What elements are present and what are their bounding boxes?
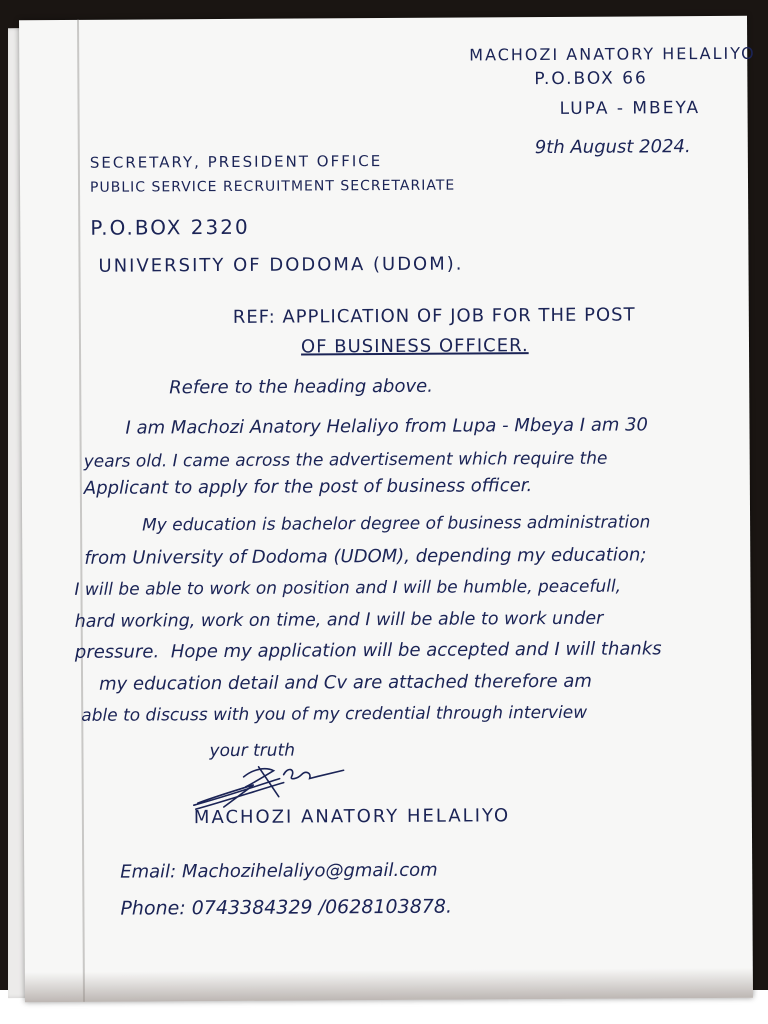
- sender-name: MACHOZI ANATORY HELALIYO: [469, 43, 756, 65]
- letter-date: 9th August 2024.: [534, 136, 691, 159]
- reference-line-1: REF: APPLICATION OF JOB FOR THE POST: [232, 304, 636, 328]
- sender-town: LUPA - MBEYA: [559, 98, 701, 119]
- recipient-department: PUBLIC SERVICE RECRUITMENT SECRETARIATE: [89, 177, 456, 196]
- body-line: pressure.: [74, 641, 160, 663]
- body-line: hard working, work on time, and I will be able to work under: [74, 608, 604, 632]
- closing-line: your truth: [209, 740, 296, 762]
- body-line: Applicant to apply for the post of business officer.: [83, 475, 533, 499]
- body-line: I am Machozi Anatory Helaliyo from Lupa - Mbeya I am 30: [125, 414, 649, 439]
- reference-line-2: OF BUSINESS OFFICER.: [300, 335, 529, 358]
- body-line: from University of Dodoma (UDOM), depending my education;: [84, 544, 647, 569]
- letter-page: [19, 16, 756, 1002]
- signature-name: MACHOZI ANATORY HELALIYO: [193, 805, 511, 829]
- body-line: I will be able to work on position and I will be humble, peacefull,: [74, 576, 622, 600]
- contact-phone: Phone: 0743384329 /0628103878.: [120, 895, 453, 920]
- body-line: my education detail and Cv are attached therefore am: [99, 670, 592, 695]
- margin-line: [77, 20, 85, 1002]
- sender-box: P.O.BOX 66: [534, 68, 648, 90]
- recipient-title: SECRETARY, PRESIDENT OFFICE: [89, 152, 383, 172]
- paper-bottom-shadow: [25, 968, 753, 1002]
- contact-email: Email: Machozihelaliyo@gmail.com: [120, 859, 438, 883]
- body-line: years old. I came across the advertisement which require the: [83, 448, 608, 472]
- body-line: able to discuss with you of my credential through interview: [81, 702, 588, 726]
- body-line: Refere to the heading above.: [169, 375, 433, 399]
- recipient-university: UNIVERSITY OF DODOMA (UDOM).: [98, 253, 464, 277]
- body-line: Hope my application will be accepted and I will thanks: [170, 638, 662, 663]
- body-line: My education is bachelor degree of business administration: [142, 512, 651, 536]
- recipient-box: P.O.BOX 2320: [90, 214, 250, 240]
